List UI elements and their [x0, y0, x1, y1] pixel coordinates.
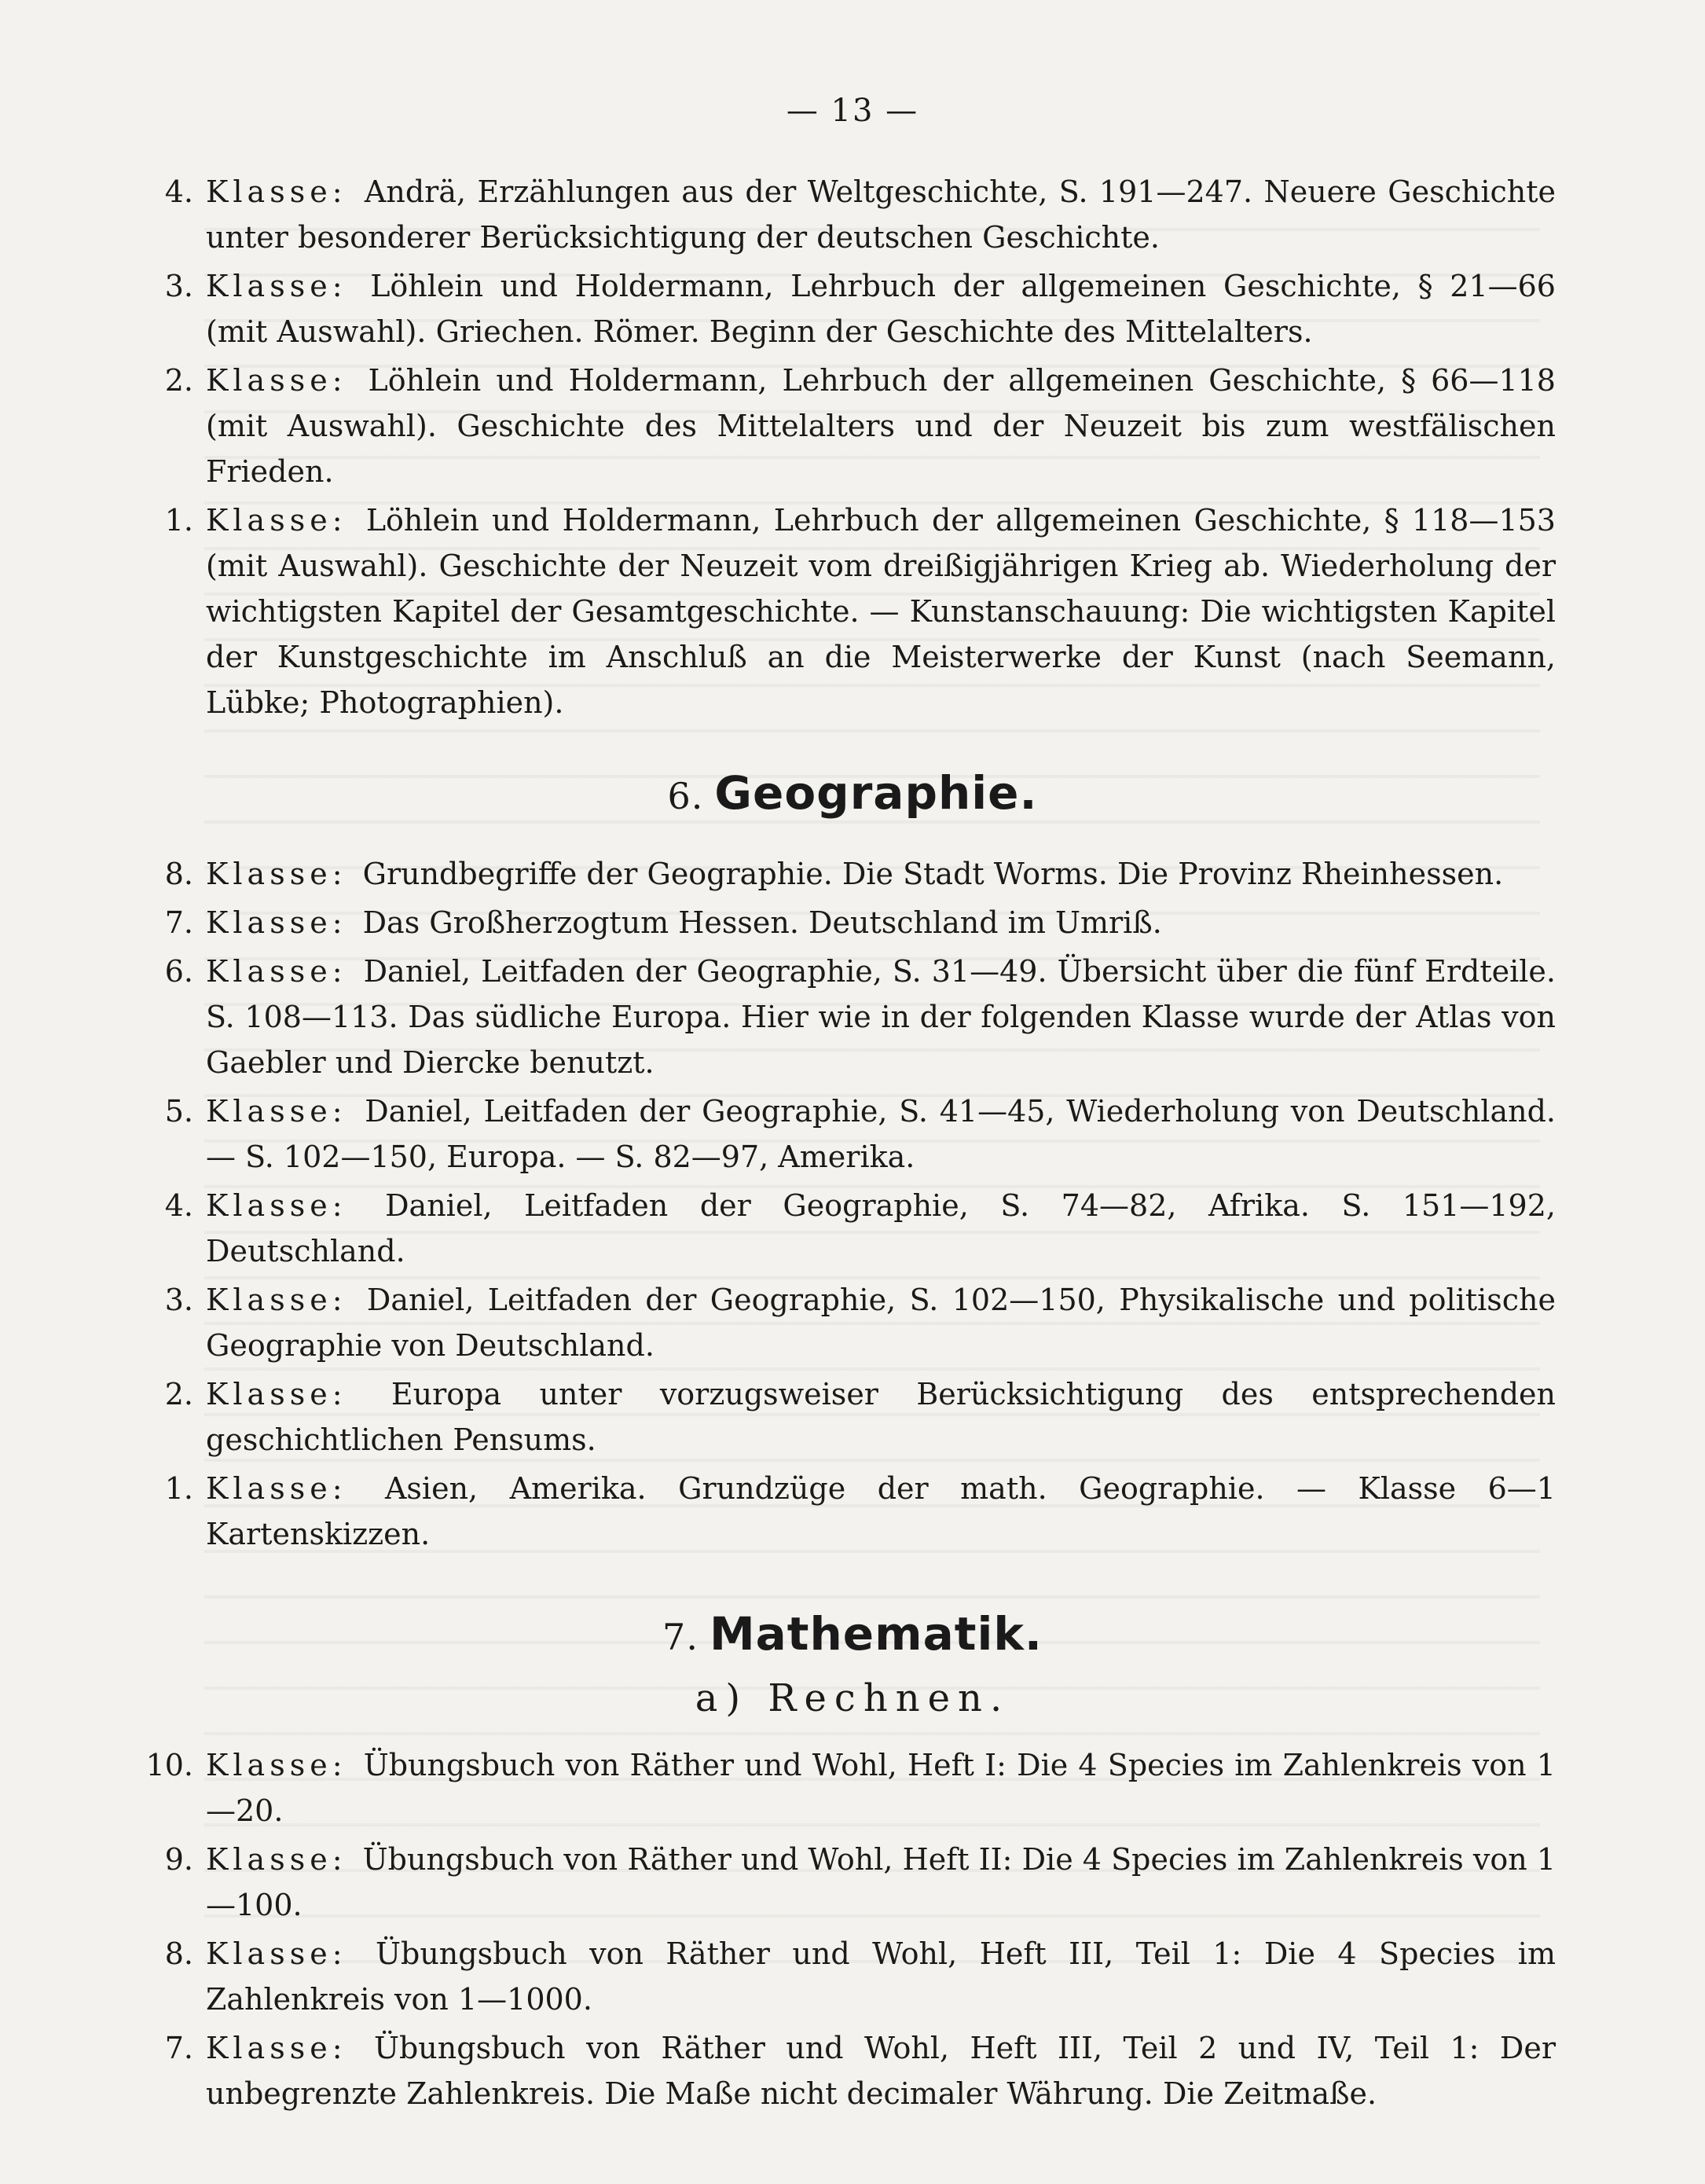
klasse-label: Klasse:	[206, 857, 347, 891]
klasse-label: Klasse:	[206, 1842, 347, 1877]
mathematics-heading	[149, 1607, 1556, 1661]
entry-text: Daniel, Leitfaden der Geographie, S. 31—49. Übersicht über die fünf Erdteile. S. 108—113. Das südliche Europa. Hier wie in der folgenden Klasse wurde der Atlas von Gaebler und Diercke benutzt.	[206, 954, 1556, 1080]
math-entry-klasse-8	[149, 1931, 1556, 2022]
klasse-label: Klasse:	[206, 905, 347, 940]
geography-entry-klasse-3	[149, 1277, 1556, 1368]
page-content	[145, 169, 1556, 2120]
entry-number: 10.	[145, 1748, 193, 1782]
klasse-label: Klasse:	[206, 1748, 347, 1782]
entry-number: 2.	[164, 363, 193, 398]
klasse-label: Klasse:	[206, 174, 347, 209]
entry-text: Asien, Amerika. Grundzüge der math. Geographie. — Klasse 6—1 Kartenskizzen.	[206, 1471, 1556, 1551]
geography-entry-klasse-4	[149, 1183, 1556, 1274]
entry-number: 7.	[164, 905, 193, 940]
section-title: Geographie.	[714, 766, 1038, 820]
entry-text: Daniel, Leitfaden der Geographie, S. 74—82, Afrika. S. 151—192, Deutschland.	[206, 1188, 1556, 1268]
klasse-label: Klasse:	[206, 954, 347, 989]
entry-text: Übungsbuch von Räther und Wohl, Heft III, Teil 2 und IV, Teil 1: Der unbegrenzte Zahlenkreis. Die Maße nicht decimaler Währung. Die Zeitmaße.	[206, 2031, 1556, 2111]
entry-text: Löhlein und Holdermann, Lehrbuch der allgemeinen Geschichte, § 118—153 (mit Auswahl). Geschichte der Neuzeit vom dreißigjährigen Krieg ab. Wiederholung der wichtigsten Kapitel der Gesamtgeschichte. — Kunstanschauung: Die wichtigsten Kapitel der Kunstgeschichte im Anschluß an die Meisterwerke der Kunst (nach Seemann, Lübke; Photographien).	[206, 503, 1556, 720]
entry-text: Daniel, Leitfaden der Geographie, S. 41—45, Wiederholung von Deutschland. — S. 102—150, Europa. — S. 82—97, Amerika.	[206, 1094, 1556, 1174]
geography-heading	[149, 766, 1556, 820]
entry-number: 1.	[164, 1471, 193, 1506]
history-entry-klasse-4	[149, 169, 1556, 260]
mathematics-section	[145, 1742, 1556, 2116]
klasse-label: Klasse:	[206, 503, 347, 538]
klasse-label: Klasse:	[206, 1377, 347, 1411]
section-title: Mathematik.	[709, 1607, 1043, 1661]
entry-number: 4.	[164, 1188, 193, 1223]
entry-number: 5.	[164, 1094, 193, 1129]
history-entry-klasse-1	[149, 497, 1556, 725]
entry-number: 1.	[164, 503, 193, 538]
entry-number: 4.	[164, 174, 193, 209]
klasse-label: Klasse:	[206, 363, 347, 398]
klasse-label: Klasse:	[206, 1283, 347, 1317]
history-entry-klasse-3	[149, 263, 1556, 354]
page-number: — 13 —	[786, 93, 919, 129]
entry-text: Übungsbuch von Räther und Wohl, Heft III, Teil 1: Die 4 Species im Zahlenkreis von 1—1000.	[206, 1936, 1556, 2017]
entry-text: Löhlein und Holdermann, Lehrbuch der allgemeinen Geschichte, § 21—66 (mit Auswahl). Griechen. Römer. Beginn der Geschichte des Mittelalters.	[206, 269, 1556, 349]
klasse-label: Klasse:	[206, 2031, 347, 2065]
geography-entry-klasse-1	[149, 1466, 1556, 1557]
klasse-label: Klasse:	[206, 1936, 347, 1971]
entry-text: Grundbegriffe der Geographie. Die Stadt Worms. Die Provinz Rheinhessen.	[362, 857, 1504, 891]
history-entry-klasse-2	[149, 358, 1556, 494]
math-entry-klasse-7	[149, 2025, 1556, 2116]
geography-section	[149, 851, 1556, 1557]
entry-text: Daniel, Leitfaden der Geographie, S. 102—150, Physikalische und politische Geographie von Deutschland.	[206, 1283, 1556, 1363]
entry-text: Europa unter vorzugsweiser Berücksichtigung des entsprechenden geschichtlichen Pensums.	[206, 1377, 1556, 1457]
section-number: 7.	[662, 1616, 698, 1658]
entry-number: 7.	[164, 2031, 193, 2065]
rechnen-subheading: a) Rechnen.	[695, 1676, 1010, 1720]
section-number: 6.	[667, 775, 704, 817]
entry-text: Übungsbuch von Räther und Wohl, Heft I: Die 4 Species im Zahlenkreis von 1—20.	[206, 1748, 1556, 1828]
geography-entry-klasse-5	[149, 1088, 1556, 1180]
entry-number: 2.	[164, 1377, 193, 1411]
klasse-label: Klasse:	[206, 1471, 347, 1506]
entry-number: 3.	[164, 269, 193, 303]
entry-number: 8.	[164, 1936, 193, 1971]
math-entry-klasse-10	[145, 1742, 1556, 1833]
history-section	[149, 169, 1556, 725]
entry-text: Löhlein und Holdermann, Lehrbuch der allgemeinen Geschichte, § 66—118 (mit Auswahl). Geschichte des Mittelalters und der Neuzeit bis zum westfälischen Frieden.	[206, 363, 1556, 489]
geography-entry-klasse-2	[149, 1371, 1556, 1463]
entry-number: 6.	[164, 954, 193, 989]
entry-number: 3.	[164, 1283, 193, 1317]
entry-text: Andrä, Erzählungen aus der Weltgeschichte, S. 191—247. Neuere Geschichte unter besonderer Berücksichtigung der deutschen Geschichte.	[206, 174, 1556, 255]
klasse-label: Klasse:	[206, 1188, 347, 1223]
klasse-label: Klasse:	[206, 1094, 347, 1129]
klasse-label: Klasse:	[206, 269, 347, 303]
geography-entry-klasse-7	[149, 900, 1556, 945]
entry-text: Übungsbuch von Räther und Wohl, Heft II: Die 4 Species im Zahlenkreis von 1—100.	[206, 1842, 1556, 1922]
math-entry-klasse-9	[149, 1837, 1556, 1928]
geography-entry-klasse-6	[149, 949, 1556, 1085]
entry-text: Das Großherzogtum Hessen. Deutschland im Umriß.	[362, 905, 1162, 940]
geography-entry-klasse-8	[149, 851, 1556, 897]
entry-number: 8.	[164, 857, 193, 891]
entry-number: 9.	[164, 1842, 193, 1877]
